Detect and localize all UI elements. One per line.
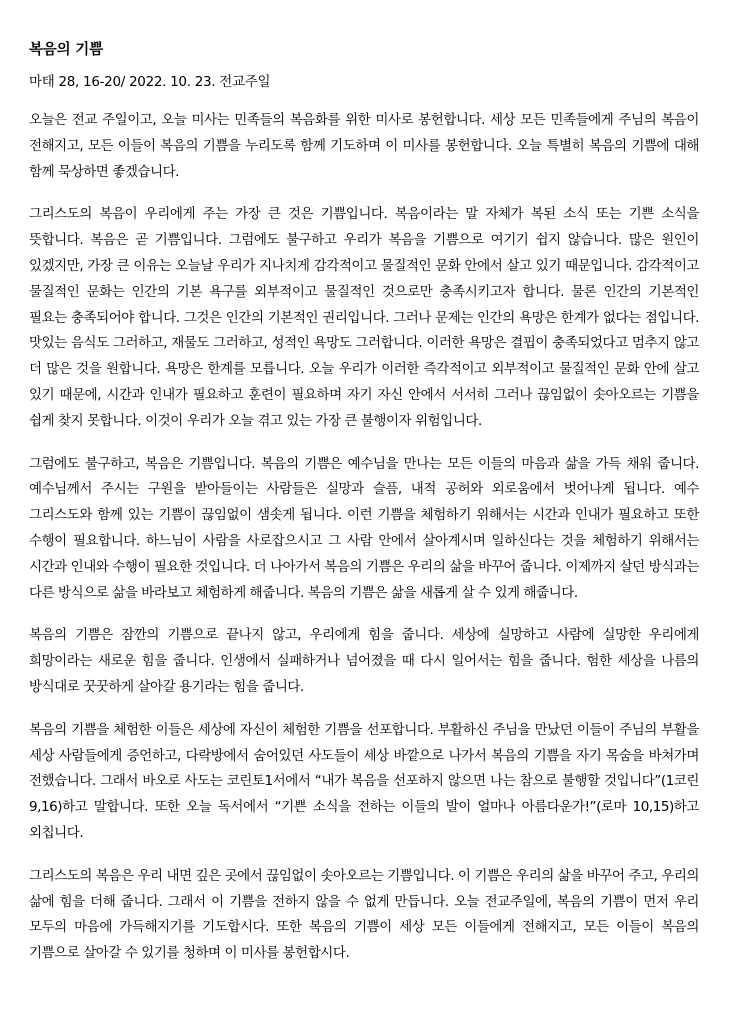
paragraph: 복음의 기쁨은 잠깐의 기쁨으로 끝나지 않고, 우리에게 힘을 줍니다. 세상에 실망하고 사람에 실망한 우리에게 희망이라는 새로운 힘을 줍니다. 인생에서 실패하거나 넘어졌을 때 다시 일어서는 힘을 줍니다. 험한 세상을 나름의 방식대로 꿋꿋하게 살아갈 용기라는 힘을 줍니다.	[29, 627, 699, 695]
document-body	[29, 108, 699, 967]
document-title: 복음의 기쁨	[29, 42, 103, 58]
paragraph: 그리스도의 복음은 우리 내면 깊은 곳에서 끊임없이 솟아오르는 기쁨입니다. 이 기쁨은 우리의 삶을 바꾸어 주고, 우리의 삶에 힘을 더해 줍니다. 그래서 이 기쁨을 전하지 않을 수 없게 만듭니다. 오늘 전교주일에, 복음의 기쁨이 먼저 우리 모두의 마음에 가득해지기를 기도합시다. 또한 복음의 기쁨이 세상 모든 이들에게 전해지고, 모든 이들이 복음의 기쁨으로 살아갈 수 있기를 청하며 이 미사를 봉헌합시다.	[29, 867, 699, 962]
document-meta: 마태 28, 16-20/ 2022. 10. 23. 전교주일	[29, 74, 271, 90]
paragraph: 그럼에도 불구하고, 복음은 기쁨입니다. 복음의 기쁨은 예수님을 만나는 모든 이들의 마음과 삶을 가득 채워 줍니다. 예수님께서 주시는 구원을 받아들이는 사람들은 실망과 슬픔, 내적 공허와 외로움에서 벗어나게 됩니다. 예수 그리스도와 함께 있는 기쁨이 끊임없이 샘솟게 됩니다. 이런 기쁨을 체험하기 위해서는 시간과 인내가 필요하고 또한 수행이 필요합니다. 하느님이 사람을 사로잡으시고 그 사람 안에서 살아계시며 일하신다는 것을 체험하기 위해서는 시간과 인내와 수행이 필요한 것입니다. 더 나아가서 복음의 기쁨은 우리의 삶을 바꾸어 줍니다. 이제까지 살던 방식과는 다른 방식으로 삶을 바라보고 체험하게 해줍니다. 복음의 기쁨은 삶을 새롭게 살 수 있게 해줍니다.	[29, 455, 699, 601]
paragraph: 오늘은 전교 주일이고, 오늘 미사는 민족들의 복음화를 위한 미사로 봉헌합니다. 세상 모든 민족들에게 주님의 복음이 전해지고, 모든 이들이 복음의 기쁨을 누리도록 함께 기도하며 이 미사를 봉헌합니다. 오늘 특별히 복음의 기쁨에 대해 함께 묵상하면 좋겠습니다.	[29, 112, 699, 180]
paragraph: 복음의 기쁨을 체험한 이들은 세상에 자신이 체험한 기쁨을 선포합니다. 부활하신 주님을 만났던 이들이 주님의 부활을 세상 사람들에게 증언하고, 다락방에서 숨어있던 사도들이 세상 바깥으로 나가서 복음의 기쁨을 자기 목숨을 바쳐가며 전했습니다. 그래서 바오로 사도는 코린토1서에서 “내가 복음을 선포하지 않으면 나는 참으로 불행할 것입니다”(1코린 9,16)하고 말합니다. 또한 오늘 독서에서 “기쁜 소식을 전하는 이들의 발이 얼마나 아름다운가!”(로마 10,15)하고 외칩니다.	[29, 721, 699, 841]
paragraph: 그리스도의 복음이 우리에게 주는 가장 큰 것은 기쁨입니다. 복음이라는 말 자체가 복된 소식 또는 기쁜 소식을 뜻합니다. 복음은 곧 기쁨입니다. 그럼에도 불구하고 우리가 복음을 기쁨으로 여기기 쉽지 않습니다. 많은 원인이 있겠지만, 가장 큰 이유는 오늘날 우리가 지나치게 감각적이고 물질적인 문화 안에서 살고 있기 때문입니다. 감각적이고 물질적인 문화는 인간의 기본 욕구를 외부적이고 물질적인 것으로만 충족시키고자 합니다. 물론 인간의 기본적인 필요는 충족되어야 합니다. 그것은 인간의 기본적인 권리입니다. 그러나 문제는 인간의 욕망은 한계가 없다는 점입니다. 맛있는 음식도 그러하고, 재물도 그러하고, 성적인 욕망도 그러합니다. 이러한 욕망은 결핍이 충족되었다고 멈추지 않고 더 많은 것을 원합니다. 욕망은 한계를 모릅니다. 오늘 우리가 이러한 즉각적이고 외부적이고 물질적인 문화 안에 살고 있기 때문에, 시간과 인내가 필요하고 훈련이 필요하며 자기 자신 안에서 서서히 그러나 끊임없이 솟아오르는 기쁨을 쉽게 찾지 못합니다. 이것이 우리가 오늘 겪고 있는 가장 큰 불행이자 위험입니다.	[29, 206, 699, 429]
